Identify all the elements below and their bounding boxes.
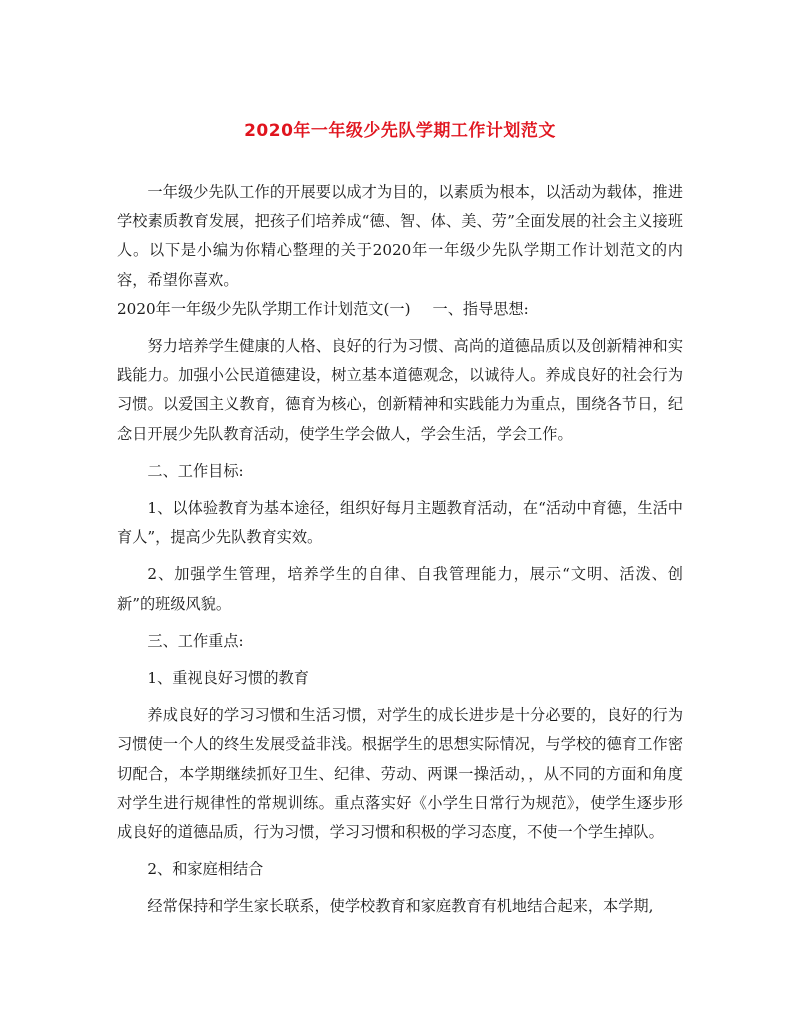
focus-item-1-title: 1、重视良好习惯的教育 (147, 669, 309, 688)
focus-item-1-text: 养成良好的学习习惯和生活习惯，对学生的成长进步是十分必要的，良好的行为习惯使一个人的终生发展受益非浅。根据学生的思想实际情况，与学校的德育工作密切配合，本学期继续抓好卫生、纪律、劳动、两课一操活动，，从不同的方面和角度对学生进行规律性的常规训练。重点落实好《小学生日常行为规范》，使学生逐步形成良好的道德品质，行为习惯，学习习惯和积极的学习态度，不使一个学生掉队。 (117, 706, 683, 842)
section-title: 2020年一年级少先队学期工作计划范文(一) (117, 299, 411, 318)
focus-item-2-text: 经常保持和学生家长联系，使学校教育和家庭教育有机地结合起来，本学期, (147, 897, 654, 916)
goal-item-2: 2、加强学生管理，培养学生的自律、自我管理能力，展示“文明、活泼、创新”的班级风貌。 (117, 565, 683, 613)
section-heading-line (117, 295, 683, 324)
heading-work-goals: 二、工作目标: (147, 461, 244, 480)
goal-item-1: 1、以体验教育为基本途径，组织好每月主题教育活动，在“活动中育德，生活中育人”，提高少先队教育实效。 (117, 499, 683, 547)
focus-item-2-title: 2、和家庭相结合 (147, 860, 264, 879)
heading-guiding-thought: 一、指导思想: (432, 299, 529, 318)
guiding-thought-paragraph: 努力培养学生健康的人格、良好的行为习惯、高尚的道德品质以及创新精神和实践能力。加强小公民道德建设，树立基本道德观念，以诚待人。养成良好的社会行为习惯。以爱国主义教育，德育为核心，创新精神和实践能力为重点，围绕各节日，纪念日开展少先队教育活动，使学生学会做人，学会生活，学会工作。 (117, 337, 683, 443)
document-title: 2020年一年级少先队学期工作计划范文 (244, 121, 556, 141)
heading-work-focus: 三、工作重点: (147, 631, 244, 650)
intro-paragraph: 一年级少先队工作的开展要以成才为目的，以素质为根本，以活动为载体，推进学校素质教育发展，把孩子们培养成“德、智、体、美、劳”全面发展的社会主义接班人。以下是小编为你精心整理的关于2020年一年级少先队学期工作计划范文的内容，希望你喜欢。 (117, 183, 683, 289)
document-body (117, 178, 683, 922)
